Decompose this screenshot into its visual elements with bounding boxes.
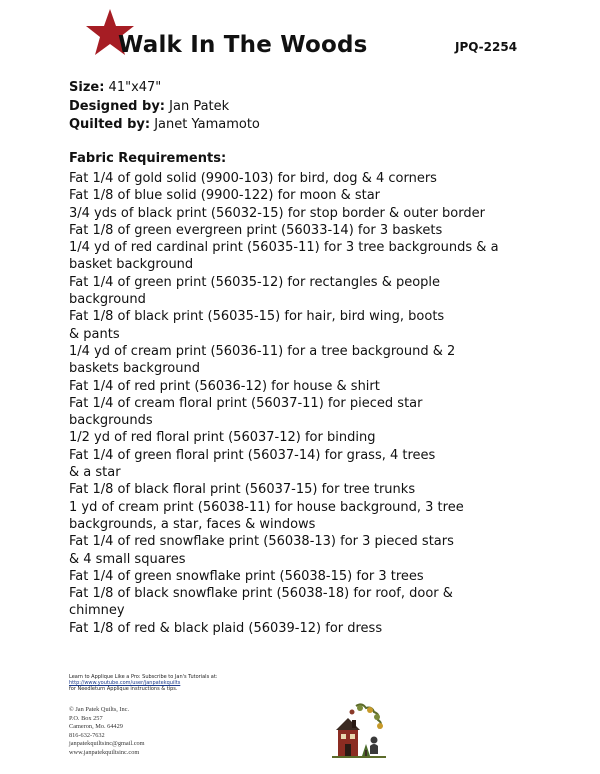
detail-value: Jan Patek [169,98,230,114]
detail-label: Size: [69,80,105,95]
fabric-requirement-line: 1/2 yd of red floral print (56037-12) for binding [69,430,376,446]
fabric-requirement-line: backgrounds, a star, faces & windows [69,516,316,532]
fabric-requirement-line: 3/4 yds of black print (56032-15) for stop border & outer border [69,205,485,221]
contact-info [69,706,145,757]
fabric-requirements-list [69,170,539,637]
fabric-requirement-line: & pants [69,326,120,342]
fabric-requirement-line: Fat 1/4 of red snowflake print (56038-13) for 3 pieced stars [69,534,454,550]
promo-text: Learn to Applique Like a Pro: Subscribe to Jan's Tutorials at: [69,674,218,680]
contact-company: © Jan Patek Quilts, Inc. [69,706,130,713]
contact-email: janpatekquiltsinc@gmail.com [69,740,145,747]
contact-phone: 816-632-7632 [69,731,105,739]
fabric-requirement-line: baskets background [69,361,200,377]
fabric-requirement-line: Fat 1/4 of green floral print (56037-14) for grass, 4 trees [69,447,436,463]
pattern-details [69,79,260,135]
fabric-requirement-line: & 4 small squares [69,551,186,567]
fabric-requirement-line: Fat 1/4 of red print (56036-12) for house & shirt [69,378,380,394]
fabric-requirement-line: Fat 1/8 of black snowflake print (56038-18) for roof, door & [69,586,453,602]
contact-website: www.janpatekquiltsinc.com [69,748,140,756]
fabric-requirements-heading: Fabric Requirements: [69,151,227,166]
fabric-requirement-line: Fat 1/4 of green print (56035-12) for rectangles & people [69,274,441,290]
detail-value: Janet Yamamoto [154,117,260,132]
fabric-requirement-line: chimney [69,603,125,619]
tutorial-promo [69,674,217,692]
youtube-link[interactable]: http://www.youtube.com/user/janpatekquilts [69,680,181,686]
fabric-requirement-line: 1 yd of cream print (56038-11) for house background, 3 tree [69,499,464,515]
contact-city: Cameron, Mo. 64429 [69,723,123,730]
contact-po-box: P.O. Box 257 [69,714,103,722]
fabric-requirement-line: 1/4 yd of red cardinal print (56035-11) for 3 tree backgrounds & a [69,240,499,256]
fabric-requirement-line: Fat 1/8 of blue solid (9900-122) for moon & star [69,188,381,204]
fabric-requirement-line: 1/4 yd of cream print (56036-11) for a tree background & 2 [69,343,456,359]
fabric-requirement-line: Fat 1/4 of gold solid (9900-103) for bird, dog & 4 corners [69,171,437,186]
fabric-requirement-line: & a star [69,465,121,481]
pattern-title: Walk In The Woods [118,32,368,58]
pattern-code: JPQ-2254 [455,40,518,54]
house-applique-logo-icon [326,700,392,766]
fabric-requirement-line: Fat 1/4 of green snowflake print (56038-15) for 3 trees [69,568,424,584]
fabric-requirement-line: Fat 1/8 of black floral print (56037-15) for tree trunks [69,482,416,498]
fabric-requirement-line: Fat 1/8 of green evergreen print (56033-14) for 3 baskets [69,222,443,238]
detail-quilter [69,116,260,135]
detail-designer [69,98,260,117]
fabric-requirement-line: background [69,292,146,308]
fabric-requirement-line: Fat 1/4 of cream floral print (56037-11) for pieced star [69,395,423,411]
detail-label: Quilted by: [69,117,151,132]
fabric-requirement-line: Fat 1/8 of black print (56035-15) for hair, bird wing, boots [69,309,445,325]
detail-size [69,79,260,98]
promo-text: for Needleturn Applique instructions & tips. [69,686,178,692]
fabric-requirement-line: backgrounds [69,413,153,429]
fabric-requirement-line: Fat 1/8 of red & black plaid (56039-12) for dress [69,620,383,636]
detail-label: Designed by: [69,98,165,114]
detail-value: 41"x47" [108,80,162,95]
fabric-requirement-line: basket background [69,257,194,273]
